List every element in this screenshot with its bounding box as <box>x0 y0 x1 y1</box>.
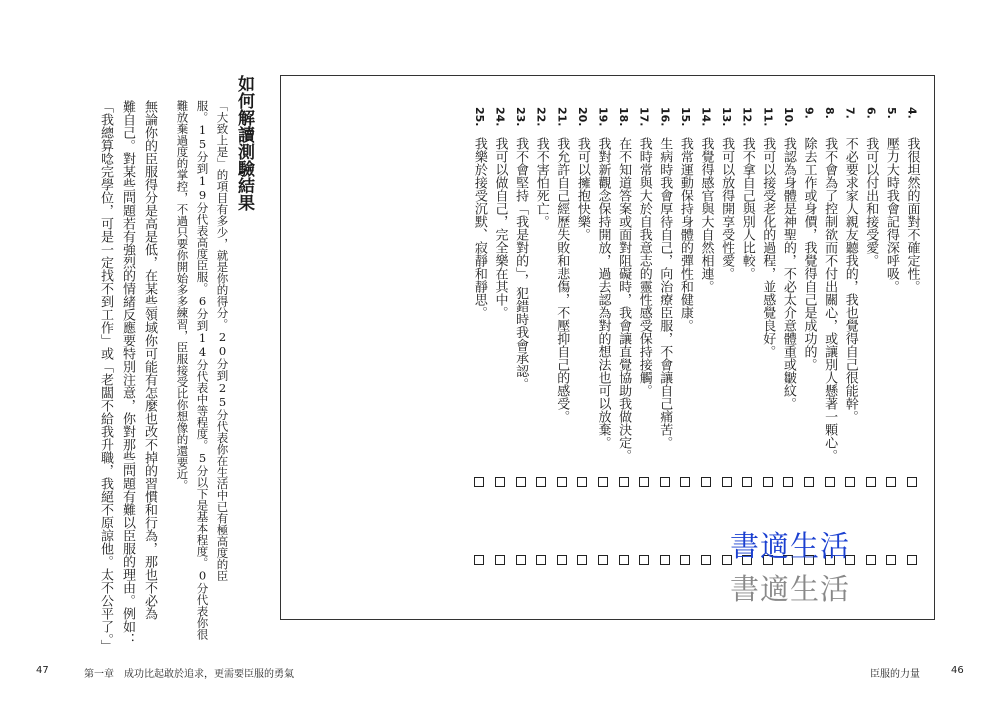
checklist-item <box>697 107 715 293</box>
item-number: 12. <box>740 107 754 127</box>
right-page-number: 46 <box>951 665 964 676</box>
item-text: 我時常與大於自我意志的靈性感受保持接觸。 <box>636 137 652 397</box>
checkbox-yes[interactable] <box>886 477 896 487</box>
checklist-item <box>512 107 530 391</box>
item-text: 我不會堅持「我是對的」，犯錯時我會承認。 <box>513 137 529 391</box>
checklist-item <box>841 107 859 423</box>
checklist-item <box>759 107 777 358</box>
checkbox-yes[interactable] <box>825 477 835 487</box>
checkbox-no[interactable] <box>907 555 917 565</box>
item-number: 22. <box>534 107 548 127</box>
item-number: 15. <box>678 107 692 127</box>
item-text: 我可以擁抱快樂。 <box>574 137 590 241</box>
checklist-item <box>800 107 818 371</box>
checkbox-no[interactable] <box>619 555 629 565</box>
checkbox-yes[interactable] <box>536 477 546 487</box>
checkbox-yes[interactable] <box>866 477 876 487</box>
item-text: 我允許自己經歷失敗和悲傷，不壓抑自己的感受。 <box>554 137 570 423</box>
item-number: 21. <box>555 107 569 127</box>
checkbox-yes[interactable] <box>701 477 711 487</box>
checkbox-no[interactable] <box>557 555 567 565</box>
item-number: 20. <box>575 107 589 127</box>
item-number: 11. <box>761 107 775 127</box>
checkbox-yes[interactable] <box>577 477 587 487</box>
checkbox-no[interactable] <box>598 555 608 565</box>
item-number: 18. <box>617 107 631 127</box>
item-text: 我很坦然的面對不確定性。 <box>904 137 920 293</box>
item-text: 我可以做自己，完全樂在其中。 <box>492 137 508 319</box>
checklist-item <box>553 107 571 423</box>
item-number: 7. <box>843 107 857 119</box>
right-running-head: 臣服的力量 <box>870 669 920 680</box>
item-number: 23. <box>514 107 528 127</box>
checklist-item <box>656 107 674 449</box>
item-number: 9. <box>802 107 816 119</box>
item-text: 我不拿自己與別人比較。 <box>739 137 755 280</box>
checklist-item <box>532 107 550 228</box>
item-number: 8. <box>823 107 837 119</box>
scoring-line-3: 難放棄過度的掌控，不過只要你開始多多練習，臣服接受比你想像的還要近。 <box>175 100 190 491</box>
checkbox-no[interactable] <box>516 555 526 565</box>
checkbox-yes[interactable] <box>722 477 732 487</box>
checkbox-yes[interactable] <box>474 477 484 487</box>
checklist-item <box>635 107 653 397</box>
item-number: 24. <box>493 107 507 127</box>
item-text: 生病時我會厚待自己，向治療臣服，不會讓自己痛苦。 <box>657 137 673 449</box>
checkbox-yes[interactable] <box>742 477 752 487</box>
checkbox-no[interactable] <box>577 555 587 565</box>
checklist-item <box>862 107 880 267</box>
checkbox-no[interactable] <box>660 555 670 565</box>
item-text: 我覺得感官與大自然相連。 <box>698 137 714 293</box>
checkbox-yes[interactable] <box>680 477 690 487</box>
item-text: 我可以接受老化的過程，並感覺良好。 <box>760 137 776 358</box>
checkbox-yes[interactable] <box>783 477 793 487</box>
watermark-blue: 書適生活 <box>730 529 851 563</box>
checkbox-no[interactable] <box>886 555 896 565</box>
body-line-1: 無論你的臣服得分是高是低，在某些領域你可能有怎麼也改不掉的習慣和行為，那也不必為 <box>142 100 157 620</box>
item-text: 我可以付出和接受愛。 <box>863 137 879 267</box>
checklist-item <box>779 107 797 410</box>
scoring-line-2: 服。15分到19分代表高度臣服。6分到14分代表中等程度。5分以下是基本程度。0分代表你很 <box>195 100 210 640</box>
item-text: 不必要求家人親友聽我的，我也覺得自己很能幹。 <box>842 137 858 423</box>
item-number: 16. <box>658 107 672 127</box>
checkbox-yes[interactable] <box>639 477 649 487</box>
checkbox-yes[interactable] <box>907 477 917 487</box>
item-text: 我常運動保持身體的彈性和健康。 <box>677 137 693 332</box>
checklist-item <box>738 107 756 280</box>
checkbox-no[interactable] <box>866 555 876 565</box>
checklist-item <box>882 107 900 293</box>
item-number: 5. <box>884 107 898 119</box>
checkbox-yes[interactable] <box>619 477 629 487</box>
left-running-head: 第一章 成功比起敢於追求，更需要臣服的勇氣 <box>84 669 294 680</box>
checkbox-yes[interactable] <box>495 477 505 487</box>
checkbox-yes[interactable] <box>845 477 855 487</box>
item-text: 我不會為了控制欲而不付出關心，或讓別人懸著一顆心。 <box>822 137 838 462</box>
item-number: 4. <box>905 107 919 119</box>
item-text: 我認為身體是神聖的，不必太介意體重或皺紋。 <box>780 137 796 410</box>
checkbox-yes[interactable] <box>557 477 567 487</box>
body-line-3: 「我總算唸完學位，可是一定找不到工作」或「老闆不給我升職，我絕不原諒他。太不公平了。」 <box>98 100 113 653</box>
checkbox-no[interactable] <box>474 555 484 565</box>
item-text: 壓力大時我會記得深呼吸。 <box>883 137 899 293</box>
item-number: 17. <box>637 107 651 127</box>
body-line-2: 難自己。對某些問題若有強烈的情緒反應要特別注意，你對那些問題有難以臣服的理由。例如： <box>120 100 135 646</box>
scoring-line-1: 「大致上是」的項目有多少，就是你的得分。20分到25分代表你在生活中已有極高度的臣 <box>215 100 230 582</box>
checklist-item <box>491 107 509 319</box>
item-number: 10. <box>781 107 795 127</box>
left-page-number: 47 <box>36 665 49 676</box>
item-number: 13. <box>720 107 734 127</box>
checkbox-no[interactable] <box>680 555 690 565</box>
watermark-gray: 書適生活 <box>730 572 851 606</box>
checkbox-yes[interactable] <box>516 477 526 487</box>
checklist-item <box>718 107 736 280</box>
checkbox-no[interactable] <box>639 555 649 565</box>
checkbox-yes[interactable] <box>598 477 608 487</box>
checkbox-yes[interactable] <box>660 477 670 487</box>
checkbox-no[interactable] <box>701 555 711 565</box>
checklist-item <box>821 107 839 462</box>
item-number: 25. <box>472 107 486 127</box>
checklist-item <box>470 107 488 319</box>
checklist-item <box>903 107 921 293</box>
checkbox-yes[interactable] <box>763 477 773 487</box>
item-number: 6. <box>864 107 878 119</box>
item-text: 除去工作或身價，我覺得自己是成功的。 <box>801 137 817 371</box>
item-number: 19. <box>596 107 610 127</box>
checkbox-no[interactable] <box>495 555 505 565</box>
checklist-item <box>594 107 612 449</box>
item-text: 我對新觀念保持開放，過去認為對的想法也可以放棄。 <box>595 137 611 449</box>
checklist-item <box>615 107 633 462</box>
checklist-item <box>573 107 591 241</box>
item-number: 14. <box>699 107 713 127</box>
checkbox-no[interactable] <box>536 555 546 565</box>
item-text: 我可以放得開享受性愛。 <box>719 137 735 280</box>
checklist-item <box>676 107 694 332</box>
item-text: 我樂於接受沉默、寂靜和靜思。 <box>471 137 487 319</box>
item-text: 我不害怕死亡。 <box>533 137 549 228</box>
item-text: 在不知道答案或面對阻礙時，我會讓直覺協助我做決定。 <box>616 137 632 462</box>
checkbox-yes[interactable] <box>804 477 814 487</box>
results-heading: 如何解讀測驗結果 <box>234 75 254 211</box>
